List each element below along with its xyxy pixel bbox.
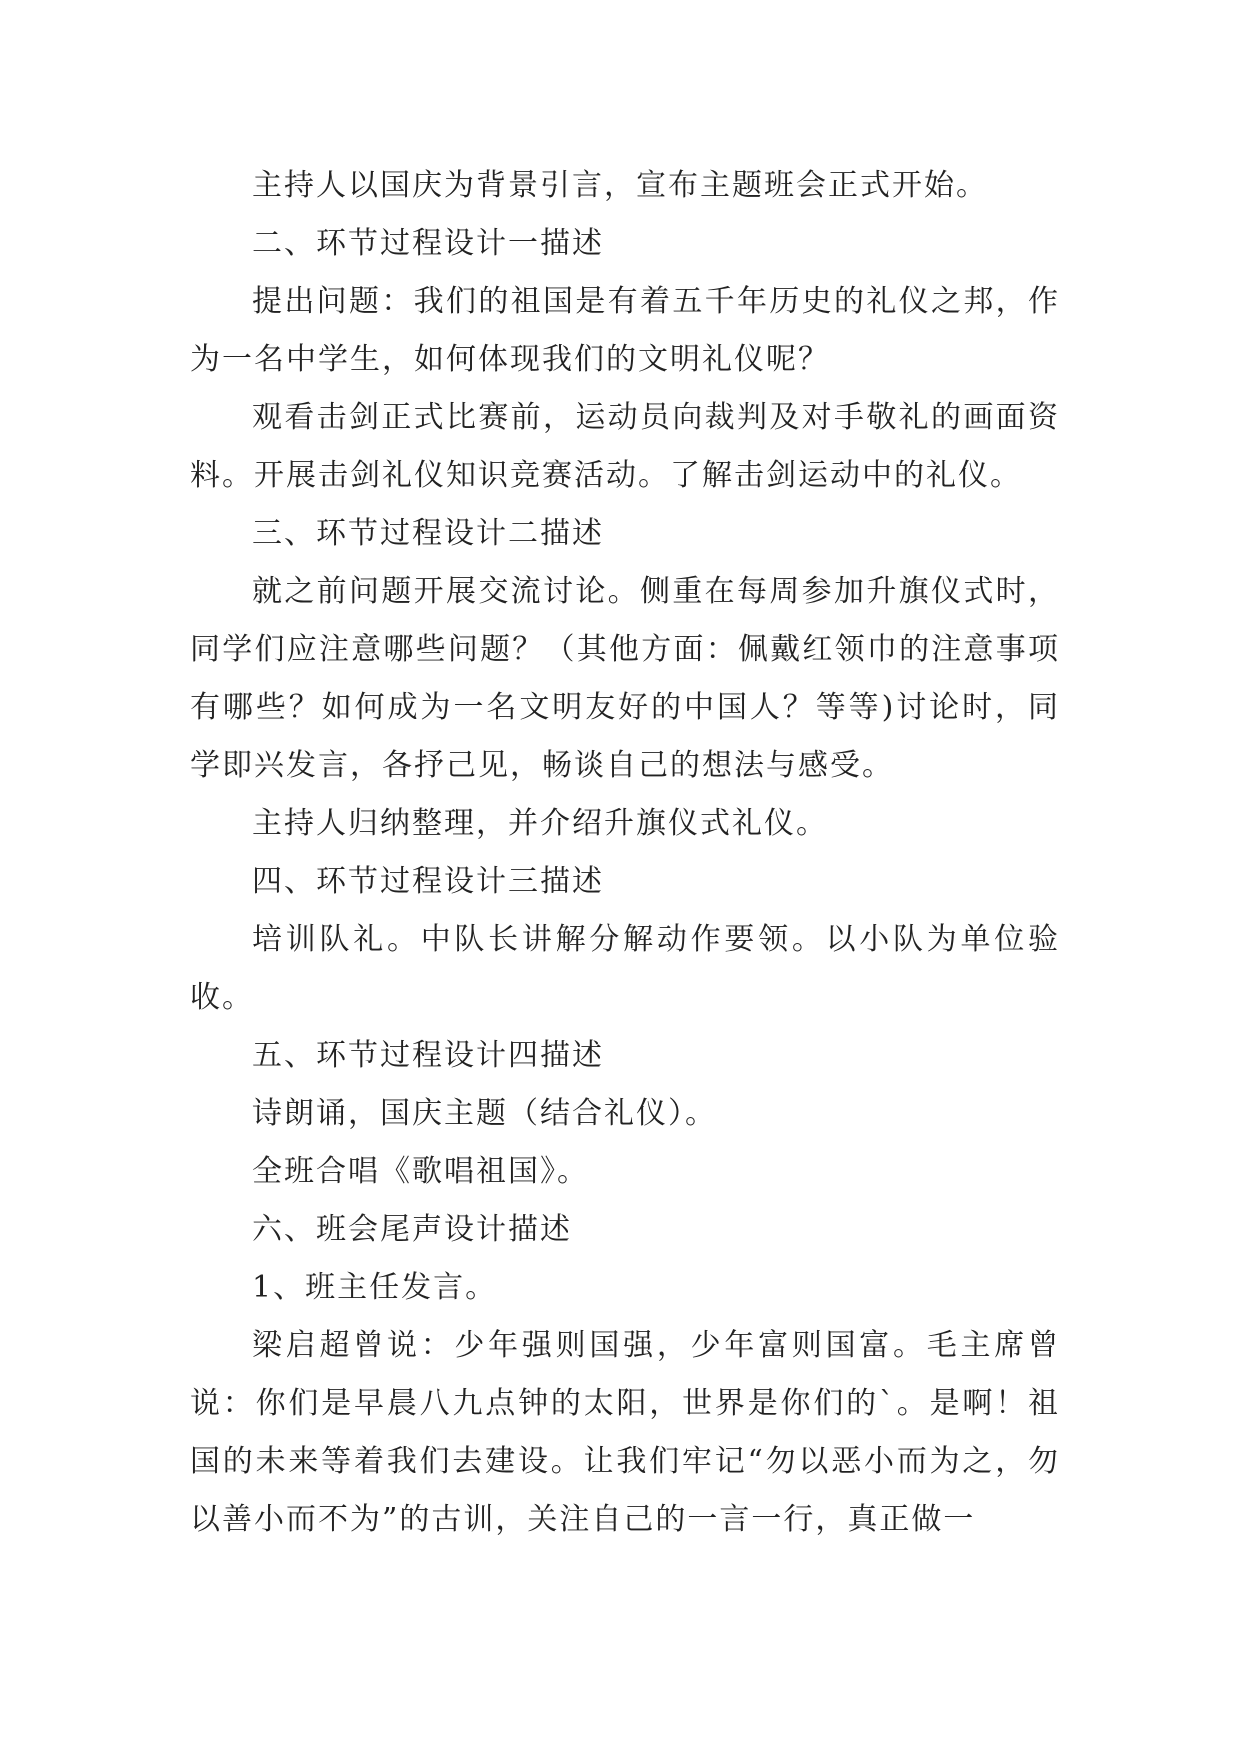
section-heading-6: 六、班会尾声设计描述 [252, 1212, 572, 1247]
paragraph-host-summary: 主持人归纳整理，并介绍升旗仪式礼仪。 [252, 806, 828, 841]
document-body [190, 157, 1060, 1549]
paragraph-quote: 梁启超曾说：少年强则国强，少年富则国富。毛主席曾说：你们是早晨八九点钟的太阳，世界是你们的`。是啊！祖国的未来等着我们去建设。让我们牢记“勿以恶小而为之，勿以善小而不为”的古训，关注自己的一言一行，真正做一 [190, 1328, 1060, 1537]
paragraph-training: 培训队礼。中队长讲解分解动作要领。以小队为单位验收。 [190, 922, 1060, 1015]
section-heading-3: 三、环节过程设计二描述 [252, 516, 604, 551]
paragraph-intro: 主持人以国庆为背景引言，宣布主题班会正式开始。 [252, 168, 988, 203]
section-heading-4: 四、环节过程设计三描述 [252, 864, 604, 899]
paragraph-question: 提出问题：我们的祖国是有着五千年历史的礼仪之邦，作为一名中学生，如何体现我们的文明礼仪呢？ [190, 284, 1060, 377]
section-heading-2: 二、环节过程设计一描述 [252, 226, 604, 261]
section-heading-5: 五、环节过程设计四描述 [252, 1038, 604, 1073]
list-item-teacher-speech: 1、班主任发言。 [252, 1270, 498, 1305]
paragraph-discussion: 就之前问题开展交流讨论。侧重在每周参加升旗仪式时，同学们应注意哪些问题？（其他方面：佩戴红领巾的注意事项有哪些？如何成为一名文明友好的中国人？等等)讨论时，同学即兴发言，各抒己见，畅谈自己的想法与感受。 [190, 574, 1060, 783]
paragraph-chorus: 全班合唱《歌唱祖国》。 [252, 1154, 589, 1189]
paragraph-fencing: 观看击剑正式比赛前，运动员向裁判及对手敬礼的画面资料。开展击剑礼仪知识竞赛活动。了解击剑运动中的礼仪。 [190, 400, 1060, 493]
paragraph-poem: 诗朗诵，国庆主题（结合礼仪）。 [252, 1096, 717, 1131]
